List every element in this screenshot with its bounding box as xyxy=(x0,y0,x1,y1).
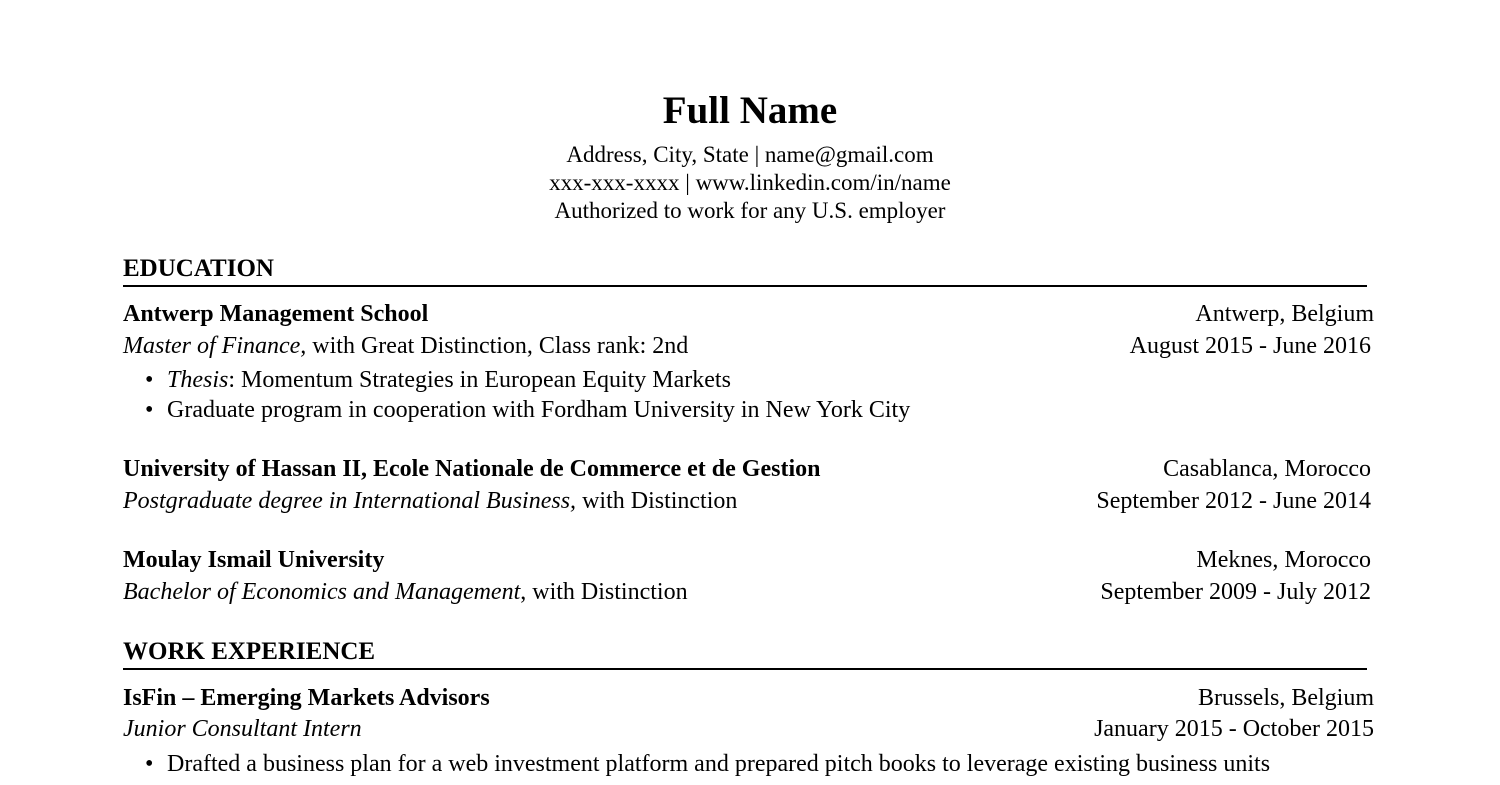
education-entry-1-header xyxy=(123,299,1374,329)
education-entry-3-degree xyxy=(123,577,1374,607)
school-name: Moulay Ismail University xyxy=(123,547,385,573)
school-name: Antwerp Management School xyxy=(123,301,429,327)
bullet-label: Thesis xyxy=(167,367,229,393)
education-entry-3-header xyxy=(123,545,1374,575)
bullet-icon: • xyxy=(145,751,154,777)
school-location: Meknes, Morocco xyxy=(1196,547,1371,573)
bullet-text: : Momentum Strategies in European Equity Markets xyxy=(228,367,731,393)
job-title: Junior Consultant Intern xyxy=(123,716,362,742)
degree-title: Postgraduate degree in International Business, xyxy=(123,488,577,514)
education-divider xyxy=(123,285,1367,287)
company-location: Brussels, Belgium xyxy=(1197,685,1374,711)
bullet-item xyxy=(145,365,731,395)
contact-phone-linkedin: xxx-xxx-xxxx | www.linkedin.com/in/name xyxy=(549,170,951,195)
degree xyxy=(123,331,688,361)
bullet-item xyxy=(145,749,1270,779)
degree-dates: September 2009 - July 2012 xyxy=(1100,579,1371,605)
full-name: Full Name xyxy=(662,89,838,132)
school-location: Antwerp, Belgium xyxy=(1195,301,1374,327)
work-authorization: Authorized to work for any U.S. employer xyxy=(554,198,946,223)
job-dates: January 2015 - October 2015 xyxy=(1094,716,1374,742)
bullet-text: Graduate program in cooperation with Fordham University in New York City xyxy=(167,397,911,423)
degree-dates: August 2015 - June 2016 xyxy=(1129,333,1371,359)
work-entry-1-header xyxy=(123,683,1374,713)
education-entry-2-header xyxy=(123,454,1374,484)
degree-honors: , with Distinction xyxy=(520,579,688,605)
bullet-item xyxy=(145,395,910,425)
education-entry-1-degree xyxy=(123,331,1374,361)
bullet-icon: • xyxy=(145,367,154,393)
degree-title: Master of Finance, xyxy=(123,333,307,359)
degree xyxy=(123,486,737,516)
work-experience-divider xyxy=(123,668,1367,670)
bullet-icon: • xyxy=(145,397,154,423)
school-location: Casablanca, Morocco xyxy=(1163,456,1371,482)
degree-honors: with Distinction xyxy=(576,488,738,514)
education-entry-2-degree xyxy=(123,486,1374,516)
contact-address-email: Address, City, State | name@gmail.com xyxy=(566,142,934,167)
work-experience-heading: WORK EXPERIENCE xyxy=(123,638,376,665)
education-heading: EDUCATION xyxy=(123,255,274,282)
school-name: University of Hassan II, Ecole Nationale de Commerce et de Gestion xyxy=(123,456,821,482)
company-name: IsFin – Emerging Markets Advisors xyxy=(123,685,490,711)
degree-honors: with Great Distinction, Class rank: 2nd xyxy=(306,333,689,359)
work-entry-1-role xyxy=(123,714,1374,744)
degree xyxy=(123,577,688,607)
degree-dates: September 2012 - June 2014 xyxy=(1096,488,1371,514)
degree-title: Bachelor of Economics and Management xyxy=(123,579,521,605)
bullet-text: Drafted a business plan for a web investment platform and prepared pitch books to leverage existing business units xyxy=(167,751,1271,777)
